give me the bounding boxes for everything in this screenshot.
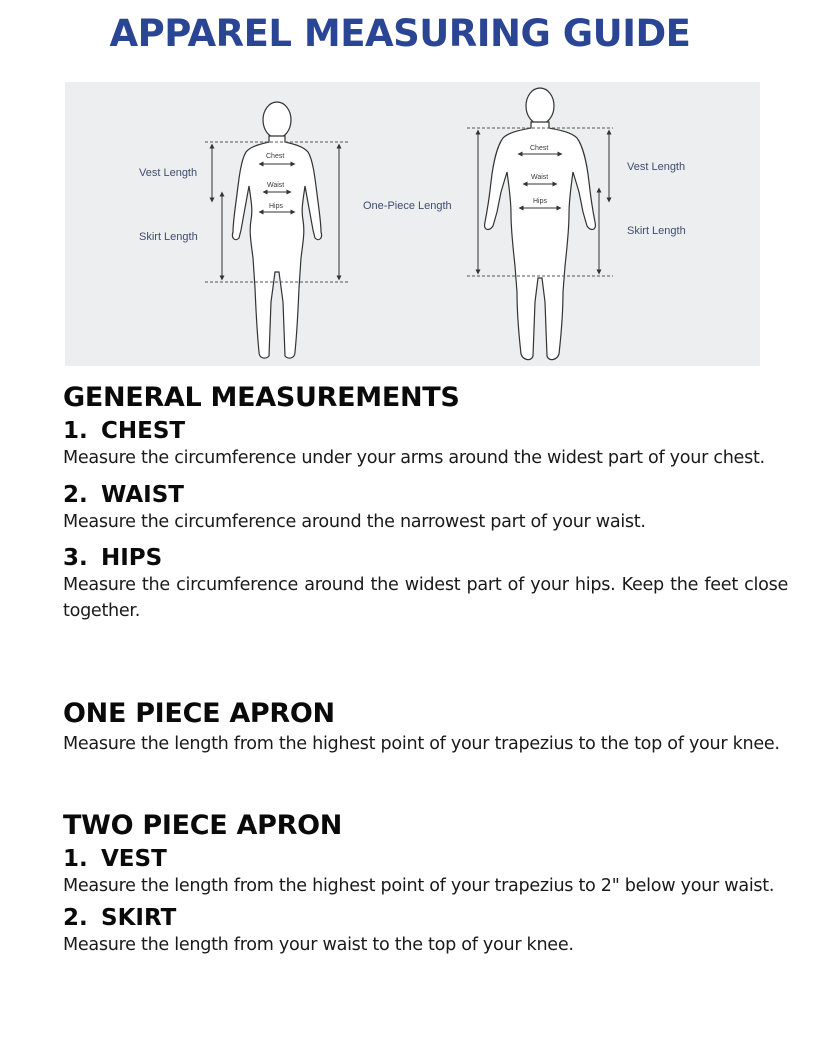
hips-heading <box>63 543 788 573</box>
right-hips-label: Hips <box>533 198 548 205</box>
hips-description: Measure the circumference around the widest part of your hips. Keep the feet close together. <box>63 575 788 621</box>
body-figures-illustration <box>65 82 760 366</box>
one-piece-apron-description: Measure the length from the highest point of your trapezius to the top of your knee. <box>63 734 780 754</box>
vest-heading <box>63 844 788 874</box>
item-number: 1. <box>63 418 88 444</box>
guide-content <box>63 380 788 959</box>
right-chest-label: Chest <box>530 145 549 152</box>
skirt-heading <box>63 903 788 933</box>
general-measurements-heading: GENERAL MEASUREMENTS <box>63 382 460 413</box>
item-number: 1. <box>63 845 88 872</box>
waist-description: Measure the circumference around the narrowest part of your waist. <box>63 511 646 532</box>
item-number: 2. <box>63 481 88 508</box>
right-waist-label: Waist <box>531 174 549 181</box>
item-number: 2. <box>63 905 88 931</box>
male-figure <box>485 88 596 360</box>
waist-heading <box>63 480 788 510</box>
measurement-diagram <box>65 82 760 366</box>
left-hips-label: Hips <box>269 203 284 210</box>
item-title: SKIRT <box>101 905 177 931</box>
left-skirt-length-label: Skirt Length <box>139 231 198 243</box>
right-vest-length-label: Vest Length <box>627 161 686 173</box>
vest-description: Measure the length from the highest point of your trapezius to 2" below your waist. <box>63 875 775 896</box>
skirt-description: Measure the length from your waist to the top of your knee. <box>63 935 574 955</box>
right-skirt-length-label: Skirt Length <box>627 225 686 237</box>
page-title: APPAREL MEASURING GUIDE <box>109 12 691 55</box>
one-piece-apron-heading: ONE PIECE APRON <box>63 698 335 729</box>
left-waist-label: Waist <box>267 182 285 189</box>
two-piece-apron-heading: TWO PIECE APRON <box>63 809 343 841</box>
one-piece-length-label: One-Piece Length <box>363 200 452 212</box>
left-chest-label: Chest <box>266 153 285 160</box>
item-title: VEST <box>101 845 167 872</box>
item-number: 3. <box>63 545 88 571</box>
left-vest-length-label: Vest Length <box>139 167 198 179</box>
female-figure <box>232 102 321 358</box>
chest-heading <box>63 416 788 446</box>
item-title: WAIST <box>101 481 184 508</box>
item-title: HIPS <box>101 545 163 571</box>
item-title: CHEST <box>101 418 186 444</box>
chest-description: Measure the circumference under your arms around the widest part of your chest. <box>63 448 765 468</box>
